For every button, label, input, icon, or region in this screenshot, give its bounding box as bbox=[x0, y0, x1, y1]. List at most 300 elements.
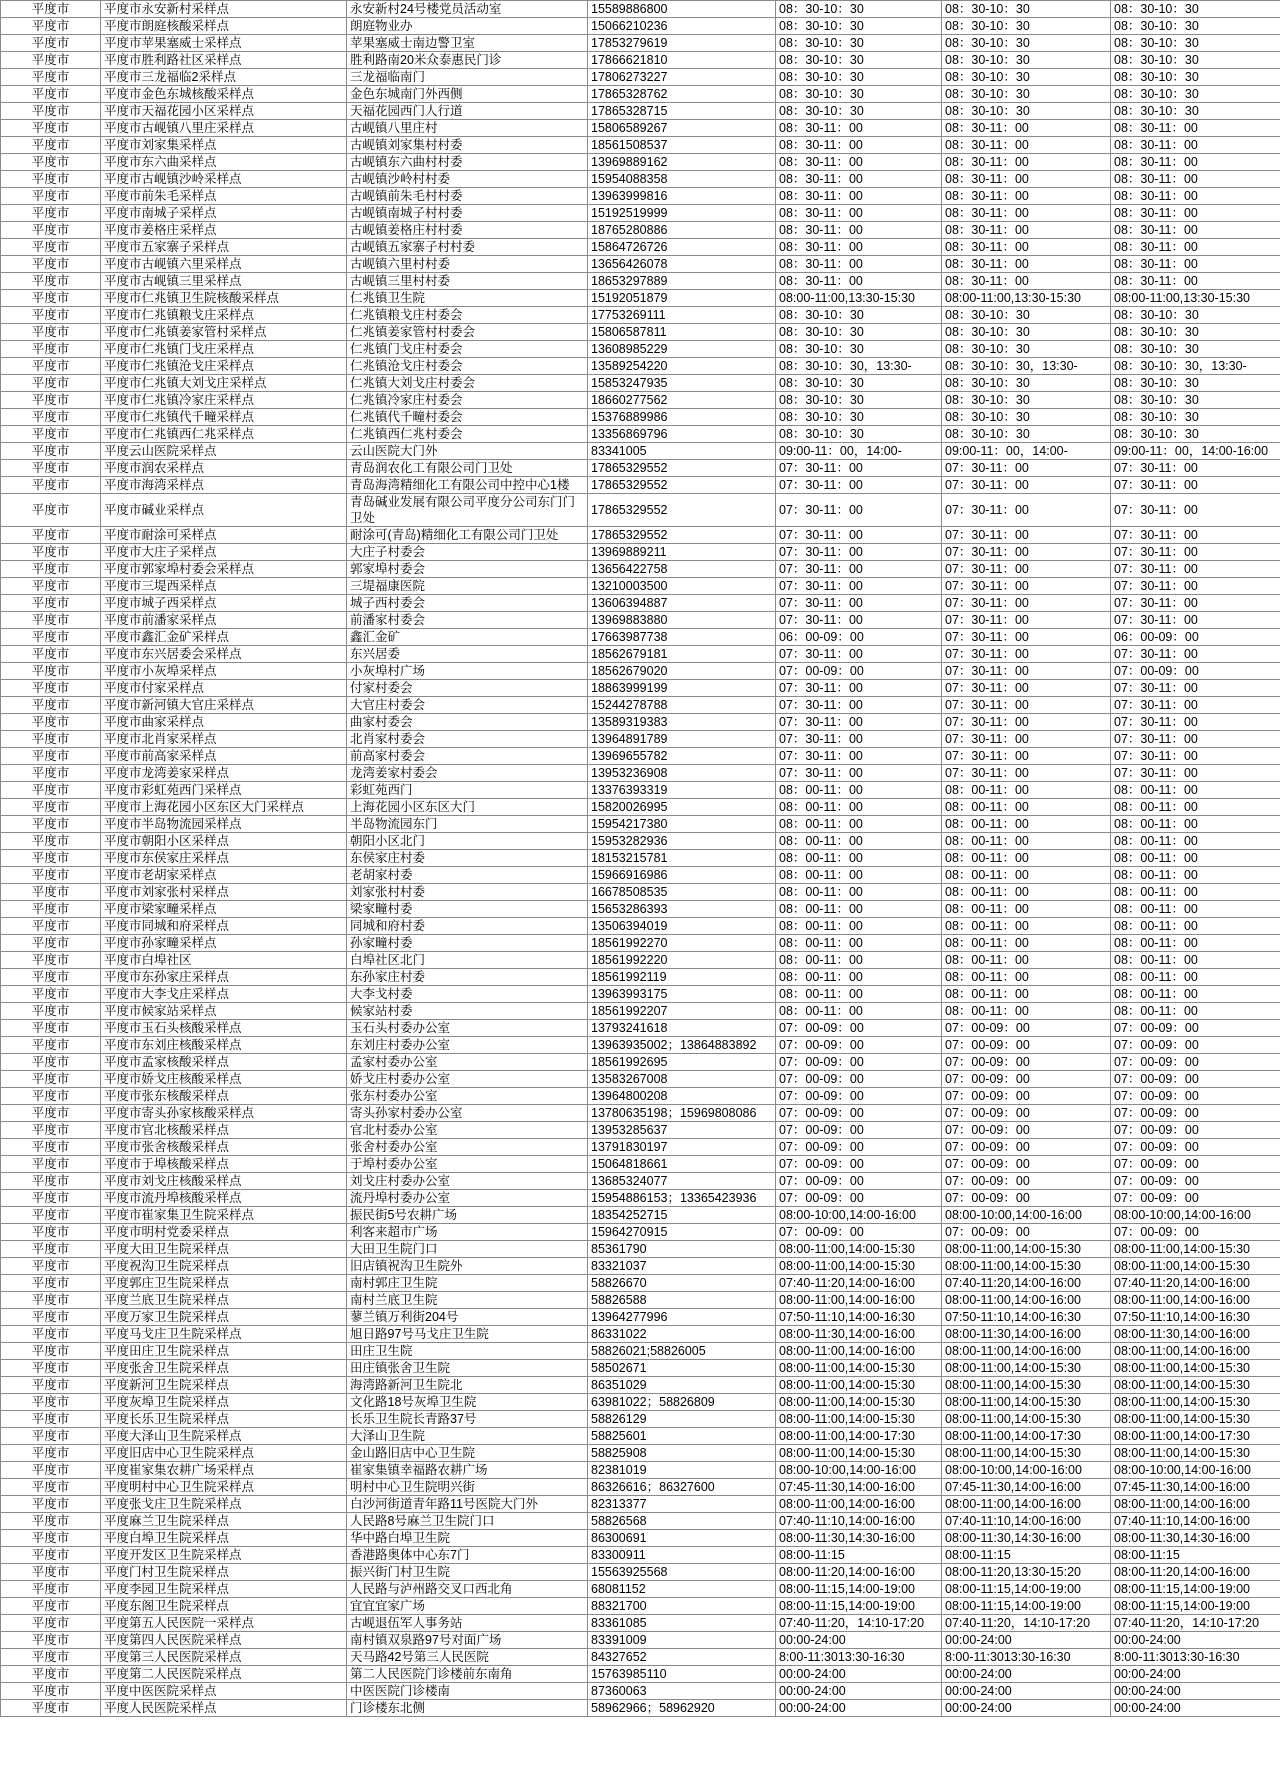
table-row bbox=[1, 1428, 1280, 1445]
cell-site-name: 平度张戈庄卫生院采样点 bbox=[101, 1496, 347, 1513]
cell-time-2: 08:00-11:15,14:00-19:00 bbox=[942, 1581, 1111, 1598]
cell-time-3: 07：30-11：00 bbox=[1111, 612, 1280, 629]
cell-time-1: 07：00-09：00 bbox=[776, 1088, 942, 1105]
cell-time-2: 08:00-11:00,14:00-15:30 bbox=[942, 1241, 1111, 1258]
cell-time-2: 07：30-11：00 bbox=[942, 629, 1111, 646]
cell-time-1: 08:00-11:00,14:00-15:30 bbox=[776, 1394, 942, 1411]
cell-site-name: 平度明村中心卫生院采样点 bbox=[101, 1479, 347, 1496]
cell-address: 大庄子村委会 bbox=[347, 544, 588, 561]
cell-time-3: 08：30-10：30 bbox=[1111, 52, 1280, 69]
cell-time-2: 08：30-11：00 bbox=[942, 239, 1111, 256]
cell-address: 人民路与泸州路交叉口西北角 bbox=[347, 1581, 588, 1598]
cell-time-2: 07：30-11：00 bbox=[942, 460, 1111, 477]
cell-city: 平度市 bbox=[1, 69, 101, 86]
cell-phone: 58962966；58962920 bbox=[588, 1700, 776, 1717]
cell-address: 古岘镇六里村村委 bbox=[347, 256, 588, 273]
table-row bbox=[1, 341, 1280, 358]
cell-time-1: 08：30-11：00 bbox=[776, 205, 942, 222]
table-row bbox=[1, 1258, 1280, 1275]
cell-time-3: 08:00-10:00,14:00-16:00 bbox=[1111, 1207, 1280, 1224]
table-row bbox=[1, 375, 1280, 392]
table-row bbox=[1, 1224, 1280, 1241]
cell-time-2: 00:00-24:00 bbox=[942, 1632, 1111, 1649]
cell-city: 平度市 bbox=[1, 120, 101, 137]
cell-time-3: 00:00-24:00 bbox=[1111, 1666, 1280, 1683]
cell-time-1: 08:00-11:00,14:00-15:30 bbox=[776, 1360, 942, 1377]
cell-time-3: 07:50-11:10,14:00-16:30 bbox=[1111, 1309, 1280, 1326]
cell-time-1: 08：30-10：30 bbox=[776, 392, 942, 409]
cell-time-1: 08：30-11：00 bbox=[776, 273, 942, 290]
cell-phone: 18561992119 bbox=[588, 969, 776, 986]
cell-time-2: 07：00-09：00 bbox=[942, 1122, 1111, 1139]
cell-city: 平度市 bbox=[1, 443, 101, 460]
cell-time-2: 08：00-11：00 bbox=[942, 850, 1111, 867]
cell-address: 三堤福康医院 bbox=[347, 578, 588, 595]
cell-phone: 18561508537 bbox=[588, 137, 776, 154]
cell-phone: 15589886800 bbox=[588, 1, 776, 18]
cell-site-name: 平度第三人民医院采样点 bbox=[101, 1649, 347, 1666]
table-row bbox=[1, 256, 1280, 273]
cell-time-2: 07：30-11：00 bbox=[942, 544, 1111, 561]
cell-address: 大田卫生院门口 bbox=[347, 1241, 588, 1258]
table-row bbox=[1, 833, 1280, 850]
cell-address: 古岘镇姜格庄村村委 bbox=[347, 222, 588, 239]
cell-address: 彩虹苑西门 bbox=[347, 782, 588, 799]
cell-time-1: 08:00-11:15 bbox=[776, 1547, 942, 1564]
cell-address: 朗庭物业办 bbox=[347, 18, 588, 35]
cell-site-name: 平度市古岘镇三里采样点 bbox=[101, 273, 347, 290]
cell-time-3: 08:00-11:30,14:30-16:00 bbox=[1111, 1530, 1280, 1547]
table-row bbox=[1, 969, 1280, 986]
cell-city: 平度市 bbox=[1, 273, 101, 290]
cell-city: 平度市 bbox=[1, 1649, 101, 1666]
cell-city: 平度市 bbox=[1, 426, 101, 443]
table-row bbox=[1, 1037, 1280, 1054]
cell-city: 平度市 bbox=[1, 494, 101, 527]
cell-city: 平度市 bbox=[1, 290, 101, 307]
cell-site-name: 平度市仁兆镇代千疃采样点 bbox=[101, 409, 347, 426]
table-row bbox=[1, 799, 1280, 816]
table-row bbox=[1, 18, 1280, 35]
cell-address: 长乐卫生院长青路37号 bbox=[347, 1411, 588, 1428]
cell-time-3: 07：00-09：00 bbox=[1111, 1071, 1280, 1088]
cell-time-1: 07:40-11:20，14:10-17:20 bbox=[776, 1615, 942, 1632]
cell-time-2: 08：30-11：00 bbox=[942, 222, 1111, 239]
cell-address: 于埠村委办公室 bbox=[347, 1156, 588, 1173]
cell-city: 平度市 bbox=[1, 595, 101, 612]
cell-site-name: 平度门村卫生院采样点 bbox=[101, 1564, 347, 1581]
cell-city: 平度市 bbox=[1, 375, 101, 392]
cell-site-name: 平度市仁兆镇西仁兆采样点 bbox=[101, 426, 347, 443]
cell-address: 东侯家庄村委 bbox=[347, 850, 588, 867]
cell-time-2: 07：30-11：00 bbox=[942, 731, 1111, 748]
table-row bbox=[1, 1020, 1280, 1037]
table-row bbox=[1, 324, 1280, 341]
cell-time-2: 08:00-11:00,14:00-16:00 bbox=[942, 1292, 1111, 1309]
cell-phone: 15954886153；13365423936 bbox=[588, 1190, 776, 1207]
cell-city: 平度市 bbox=[1, 646, 101, 663]
cell-time-3: 07：00-09：00 bbox=[1111, 1105, 1280, 1122]
cell-time-2: 07：30-11：00 bbox=[942, 663, 1111, 680]
cell-phone: 18561992220 bbox=[588, 952, 776, 969]
table-row bbox=[1, 205, 1280, 222]
cell-time-1: 08:00-11:00,14:00-16:00 bbox=[776, 1292, 942, 1309]
cell-time-1: 00:00-24:00 bbox=[776, 1700, 942, 1717]
cell-city: 平度市 bbox=[1, 578, 101, 595]
cell-site-name: 平度祝沟卫生院采样点 bbox=[101, 1258, 347, 1275]
cell-site-name: 平度市鑫汇金矿采样点 bbox=[101, 629, 347, 646]
cell-time-1: 00:00-24:00 bbox=[776, 1632, 942, 1649]
cell-time-1: 08:00-11:00,14:00-15:30 bbox=[776, 1258, 942, 1275]
cell-phone: 58825908 bbox=[588, 1445, 776, 1462]
cell-phone: 13953285637 bbox=[588, 1122, 776, 1139]
cell-city: 平度市 bbox=[1, 1173, 101, 1190]
cell-address: 天福花园西门人行道 bbox=[347, 103, 588, 120]
cell-time-1: 07：00-09：00 bbox=[776, 1071, 942, 1088]
cell-time-2: 08：00-11：00 bbox=[942, 969, 1111, 986]
table-row bbox=[1, 137, 1280, 154]
cell-site-name: 平度市胜利路社区采样点 bbox=[101, 52, 347, 69]
table-row bbox=[1, 1, 1280, 18]
cell-address: 文化路18号灰埠卫生院 bbox=[347, 1394, 588, 1411]
cell-time-1: 08：00-11：00 bbox=[776, 935, 942, 952]
cell-site-name: 平度市三龙福临2采样点 bbox=[101, 69, 347, 86]
cell-time-1: 07：30-11：00 bbox=[776, 748, 942, 765]
cell-time-1: 08:00-11:00,14:00-15:30 bbox=[776, 1411, 942, 1428]
cell-time-2: 07：30-11：00 bbox=[942, 612, 1111, 629]
cell-site-name: 平度市白埠社区 bbox=[101, 952, 347, 969]
cell-site-name: 平度市于埠核酸采样点 bbox=[101, 1156, 347, 1173]
cell-address: 仁兆镇卫生院 bbox=[347, 290, 588, 307]
cell-city: 平度市 bbox=[1, 561, 101, 578]
cell-time-3: 08：00-11：00 bbox=[1111, 901, 1280, 918]
cell-time-3: 08：30-10：30 bbox=[1111, 35, 1280, 52]
cell-time-3: 08:00-11:15,14:00-19:00 bbox=[1111, 1581, 1280, 1598]
table-row bbox=[1, 714, 1280, 731]
cell-site-name: 平度大泽山卫生院采样点 bbox=[101, 1428, 347, 1445]
cell-site-name: 平度市大李戈庄采样点 bbox=[101, 986, 347, 1003]
cell-address: 前高家村委会 bbox=[347, 748, 588, 765]
cell-time-3: 09:00-11：00，14:00-16:00 bbox=[1111, 443, 1280, 460]
cell-site-name: 平度麻兰卫生院采样点 bbox=[101, 1513, 347, 1530]
cell-city: 平度市 bbox=[1, 409, 101, 426]
cell-time-3: 08：30-10：30 bbox=[1111, 341, 1280, 358]
cell-time-1: 07:40-11:20,14:00-16:00 bbox=[776, 1275, 942, 1292]
cell-site-name: 平度长乐卫生院采样点 bbox=[101, 1411, 347, 1428]
cell-time-1: 08：30-10：30 bbox=[776, 18, 942, 35]
cell-address: 同城和府村委 bbox=[347, 918, 588, 935]
cell-city: 平度市 bbox=[1, 1700, 101, 1717]
table-row bbox=[1, 460, 1280, 477]
cell-site-name: 平度李园卫生院采样点 bbox=[101, 1581, 347, 1598]
cell-phone: 58826021;58826005 bbox=[588, 1343, 776, 1360]
cell-site-name: 平度市刘家张村采样点 bbox=[101, 884, 347, 901]
cell-time-2: 07:50-11:10,14:00-16:30 bbox=[942, 1309, 1111, 1326]
cell-city: 平度市 bbox=[1, 1071, 101, 1088]
cell-phone: 15954088358 bbox=[588, 171, 776, 188]
cell-phone: 18660277562 bbox=[588, 392, 776, 409]
cell-time-2: 07：30-11：00 bbox=[942, 714, 1111, 731]
cell-site-name: 平度市永安新村采样点 bbox=[101, 1, 347, 18]
cell-time-3: 08:00-11:30,14:00-16:00 bbox=[1111, 1326, 1280, 1343]
cell-city: 平度市 bbox=[1, 1462, 101, 1479]
cell-site-name: 平度市梁家疃采样点 bbox=[101, 901, 347, 918]
cell-phone: 13780635198；15969808086 bbox=[588, 1105, 776, 1122]
cell-phone: 17865329552 bbox=[588, 494, 776, 527]
cell-time-3: 07:45-11:30,14:00-16:00 bbox=[1111, 1479, 1280, 1496]
cell-time-2: 08：30-10：30 bbox=[942, 86, 1111, 103]
cell-time-3: 07：30-11：00 bbox=[1111, 765, 1280, 782]
cell-phone: 83300911 bbox=[588, 1547, 776, 1564]
cell-phone: 17865329552 bbox=[588, 460, 776, 477]
cell-time-1: 08：30-10：30 bbox=[776, 1, 942, 18]
cell-address: 娇戈庄村委办公室 bbox=[347, 1071, 588, 1088]
cell-time-3: 07：30-11：00 bbox=[1111, 595, 1280, 612]
cell-time-2: 07：00-09：00 bbox=[942, 1020, 1111, 1037]
cell-time-2: 00:00-24:00 bbox=[942, 1683, 1111, 1700]
cell-site-name: 平度市寄头孙家核酸采样点 bbox=[101, 1105, 347, 1122]
cell-city: 平度市 bbox=[1, 884, 101, 901]
table-row bbox=[1, 646, 1280, 663]
cell-address: 城子西村委会 bbox=[347, 595, 588, 612]
table-row bbox=[1, 1394, 1280, 1411]
cell-phone: 17753269111 bbox=[588, 307, 776, 324]
cell-time-3: 07：30-11：00 bbox=[1111, 714, 1280, 731]
cell-city: 平度市 bbox=[1, 460, 101, 477]
cell-address: 仁兆镇姜家管村村委会 bbox=[347, 324, 588, 341]
cell-time-2: 07：30-11：00 bbox=[942, 477, 1111, 494]
cell-time-3: 08：30-10：30 bbox=[1111, 69, 1280, 86]
cell-address: 白埠社区北门 bbox=[347, 952, 588, 969]
cell-time-3: 07：30-11：00 bbox=[1111, 527, 1280, 544]
cell-phone: 58826129 bbox=[588, 1411, 776, 1428]
cell-phone: 15064818661 bbox=[588, 1156, 776, 1173]
cell-time-3: 08：00-11：00 bbox=[1111, 833, 1280, 850]
cell-address: 田庄卫生院 bbox=[347, 1343, 588, 1360]
cell-time-1: 08：00-11：00 bbox=[776, 1003, 942, 1020]
table-row bbox=[1, 426, 1280, 443]
cell-time-3: 07：00-09：00 bbox=[1111, 663, 1280, 680]
cell-time-3: 08：30-11：00 bbox=[1111, 154, 1280, 171]
cell-address: 东刘庄村委办公室 bbox=[347, 1037, 588, 1054]
cell-time-1: 08：00-11：00 bbox=[776, 867, 942, 884]
cell-address: 明村中心卫生院明兴街 bbox=[347, 1479, 588, 1496]
cell-time-3: 07：00-09：00 bbox=[1111, 1088, 1280, 1105]
cell-time-1: 08:00-11:15,14:00-19:00 bbox=[776, 1598, 942, 1615]
cell-phone: 15853247935 bbox=[588, 375, 776, 392]
cell-time-2: 08：30-10：30 bbox=[942, 307, 1111, 324]
cell-time-1: 08：30-10：30 bbox=[776, 103, 942, 120]
cell-site-name: 平度市仁兆镇粮戈庄采样点 bbox=[101, 307, 347, 324]
cell-address: 古岘镇八里庄村 bbox=[347, 120, 588, 137]
table-row bbox=[1, 1649, 1280, 1666]
cell-address: 海湾路新河卫生院北 bbox=[347, 1377, 588, 1394]
cell-city: 平度市 bbox=[1, 137, 101, 154]
cell-address: 仁兆镇门戈庄村委会 bbox=[347, 341, 588, 358]
cell-time-1: 07：00-09：00 bbox=[776, 663, 942, 680]
cell-address: 三龙福临南门 bbox=[347, 69, 588, 86]
cell-city: 平度市 bbox=[1, 222, 101, 239]
cell-time-3: 07：30-11：00 bbox=[1111, 697, 1280, 714]
cell-city: 平度市 bbox=[1, 1632, 101, 1649]
cell-time-1: 08:00-10:00,14:00-16:00 bbox=[776, 1462, 942, 1479]
cell-phone: 15954217380 bbox=[588, 816, 776, 833]
cell-phone: 15806589267 bbox=[588, 120, 776, 137]
cell-time-1: 07：30-11：00 bbox=[776, 494, 942, 527]
cell-time-3: 07：30-11：00 bbox=[1111, 561, 1280, 578]
cell-site-name: 平度市古岘镇八里庄采样点 bbox=[101, 120, 347, 137]
cell-site-name: 平度市官北核酸采样点 bbox=[101, 1122, 347, 1139]
cell-phone: 13210003500 bbox=[588, 578, 776, 595]
cell-time-3: 07：30-11：00 bbox=[1111, 544, 1280, 561]
cell-city: 平度市 bbox=[1, 1020, 101, 1037]
cell-address: 候家站村委 bbox=[347, 1003, 588, 1020]
cell-phone: 13589319383 bbox=[588, 714, 776, 731]
cell-time-2: 08：00-11：00 bbox=[942, 884, 1111, 901]
cell-phone: 17865329552 bbox=[588, 477, 776, 494]
cell-time-2: 07：00-09：00 bbox=[942, 1156, 1111, 1173]
table-row bbox=[1, 782, 1280, 799]
cell-site-name: 平度灰埠卫生院采样点 bbox=[101, 1394, 347, 1411]
cell-time-2: 08：30-10：30 bbox=[942, 392, 1111, 409]
cell-phone: 86326616；86327600 bbox=[588, 1479, 776, 1496]
cell-phone: 13376393319 bbox=[588, 782, 776, 799]
cell-phone: 13964277996 bbox=[588, 1309, 776, 1326]
table-row bbox=[1, 443, 1280, 460]
cell-address: 仁兆镇冷家庄村委会 bbox=[347, 392, 588, 409]
cell-city: 平度市 bbox=[1, 1326, 101, 1343]
cell-site-name: 平度市东兴居委会采样点 bbox=[101, 646, 347, 663]
cell-phone: 15763985110 bbox=[588, 1666, 776, 1683]
table-row bbox=[1, 1173, 1280, 1190]
cell-city: 平度市 bbox=[1, 239, 101, 256]
table-row bbox=[1, 1292, 1280, 1309]
cell-time-3: 08：00-11：00 bbox=[1111, 799, 1280, 816]
cell-time-1: 08:00-11:00,14:00-15:30 bbox=[776, 1377, 942, 1394]
cell-time-1: 07：30-11：00 bbox=[776, 578, 942, 595]
cell-time-1: 08：30-10：30 bbox=[776, 324, 942, 341]
cell-phone: 18561992207 bbox=[588, 1003, 776, 1020]
cell-time-1: 08：30-11：00 bbox=[776, 239, 942, 256]
cell-time-2: 07：00-09：00 bbox=[942, 1173, 1111, 1190]
cell-city: 平度市 bbox=[1, 1360, 101, 1377]
cell-time-3: 08：30-11：00 bbox=[1111, 239, 1280, 256]
cell-time-2: 07:45-11:30,14:00-16:00 bbox=[942, 1479, 1111, 1496]
cell-time-2: 07：00-09：00 bbox=[942, 1224, 1111, 1241]
cell-city: 平度市 bbox=[1, 307, 101, 324]
cell-time-2: 08：30-10：30 bbox=[942, 1, 1111, 18]
cell-address: 朝阳小区北门 bbox=[347, 833, 588, 850]
table-row bbox=[1, 1700, 1280, 1717]
cell-time-2: 08：30-10：30 bbox=[942, 35, 1111, 52]
cell-site-name: 平度市仁兆镇姜家管村采样点 bbox=[101, 324, 347, 341]
table-row bbox=[1, 1207, 1280, 1224]
cell-time-2: 08:00-11:00,14:00-17:30 bbox=[942, 1428, 1111, 1445]
cell-phone: 13589254220 bbox=[588, 358, 776, 375]
cell-city: 平度市 bbox=[1, 782, 101, 799]
cell-time-1: 07：00-09：00 bbox=[776, 1054, 942, 1071]
cell-city: 平度市 bbox=[1, 1530, 101, 1547]
cell-address: 付家村委会 bbox=[347, 680, 588, 697]
table-row bbox=[1, 663, 1280, 680]
cell-time-2: 08:00-11:00,14:00-15:30 bbox=[942, 1360, 1111, 1377]
cell-site-name: 平度田庄卫生院采样点 bbox=[101, 1343, 347, 1360]
table-row bbox=[1, 358, 1280, 375]
cell-city: 平度市 bbox=[1, 358, 101, 375]
cell-time-1: 08：00-11：00 bbox=[776, 833, 942, 850]
cell-time-1: 08：30-10：30 bbox=[776, 409, 942, 426]
cell-address: 小灰埠村广场 bbox=[347, 663, 588, 680]
cell-site-name: 平度市天福花园小区采样点 bbox=[101, 103, 347, 120]
table-row bbox=[1, 850, 1280, 867]
cell-site-name: 平度市候家站采样点 bbox=[101, 1003, 347, 1020]
cell-address: 前潘家村委会 bbox=[347, 612, 588, 629]
cell-city: 平度市 bbox=[1, 1598, 101, 1615]
table-row bbox=[1, 1122, 1280, 1139]
cell-time-1: 08：30-10：30，13:30- bbox=[776, 358, 942, 375]
table-row bbox=[1, 494, 1280, 527]
cell-time-3: 08:00-11:00,14:00-15:30 bbox=[1111, 1258, 1280, 1275]
cell-time-1: 08:00-11:30,14:00-16:00 bbox=[776, 1326, 942, 1343]
cell-time-3: 07：00-09：00 bbox=[1111, 1139, 1280, 1156]
table-row bbox=[1, 816, 1280, 833]
cell-time-2: 08：30-11：00 bbox=[942, 154, 1111, 171]
cell-phone: 15066210236 bbox=[588, 18, 776, 35]
cell-time-3: 08:00-11:00,14:00-15:30 bbox=[1111, 1445, 1280, 1462]
cell-time-1: 08：00-11：00 bbox=[776, 782, 942, 799]
cell-city: 平度市 bbox=[1, 1394, 101, 1411]
cell-time-2: 08:00-11:30,14:30-16:00 bbox=[942, 1530, 1111, 1547]
cell-time-3: 08:00-11:20,14:00-16:00 bbox=[1111, 1564, 1280, 1581]
cell-time-3: 08：00-11：00 bbox=[1111, 867, 1280, 884]
cell-time-1: 08:00-11:00,14:00-16:00 bbox=[776, 1343, 942, 1360]
cell-time-3: 08：30-11：00 bbox=[1111, 137, 1280, 154]
cell-address: 东兴居委 bbox=[347, 646, 588, 663]
cell-address: 梁家疃村委 bbox=[347, 901, 588, 918]
cell-address: 仁兆镇沧戈庄村委会 bbox=[347, 358, 588, 375]
cell-time-2: 08：30-11：00 bbox=[942, 188, 1111, 205]
cell-address: 青岛碱业发展有限公司平度分公司东门门卫处 bbox=[347, 494, 588, 527]
cell-phone: 18562679181 bbox=[588, 646, 776, 663]
cell-city: 平度市 bbox=[1, 1156, 101, 1173]
cell-site-name: 平度市朝阳小区采样点 bbox=[101, 833, 347, 850]
cell-phone: 13963935002；13864883892 bbox=[588, 1037, 776, 1054]
cell-address: 大李戈村委 bbox=[347, 986, 588, 1003]
table-row bbox=[1, 1275, 1280, 1292]
table-row bbox=[1, 154, 1280, 171]
cell-city: 平度市 bbox=[1, 1105, 101, 1122]
cell-city: 平度市 bbox=[1, 1496, 101, 1513]
cell-phone: 86331022 bbox=[588, 1326, 776, 1343]
cell-time-1: 07：00-09：00 bbox=[776, 1190, 942, 1207]
cell-time-3: 08：30-11：00 bbox=[1111, 256, 1280, 273]
cell-time-3: 06：00-09：00 bbox=[1111, 629, 1280, 646]
cell-address: 玉石头村委办公室 bbox=[347, 1020, 588, 1037]
table-row bbox=[1, 527, 1280, 544]
table-row bbox=[1, 629, 1280, 646]
table-row bbox=[1, 935, 1280, 952]
table-row bbox=[1, 561, 1280, 578]
table-row bbox=[1, 1105, 1280, 1122]
table-row bbox=[1, 188, 1280, 205]
table-row bbox=[1, 952, 1280, 969]
table-row bbox=[1, 884, 1280, 901]
cell-city: 平度市 bbox=[1, 341, 101, 358]
cell-city: 平度市 bbox=[1, 816, 101, 833]
cell-city: 平度市 bbox=[1, 1088, 101, 1105]
cell-time-1: 09:00-11：00，14:00- bbox=[776, 443, 942, 460]
table-row bbox=[1, 1071, 1280, 1088]
